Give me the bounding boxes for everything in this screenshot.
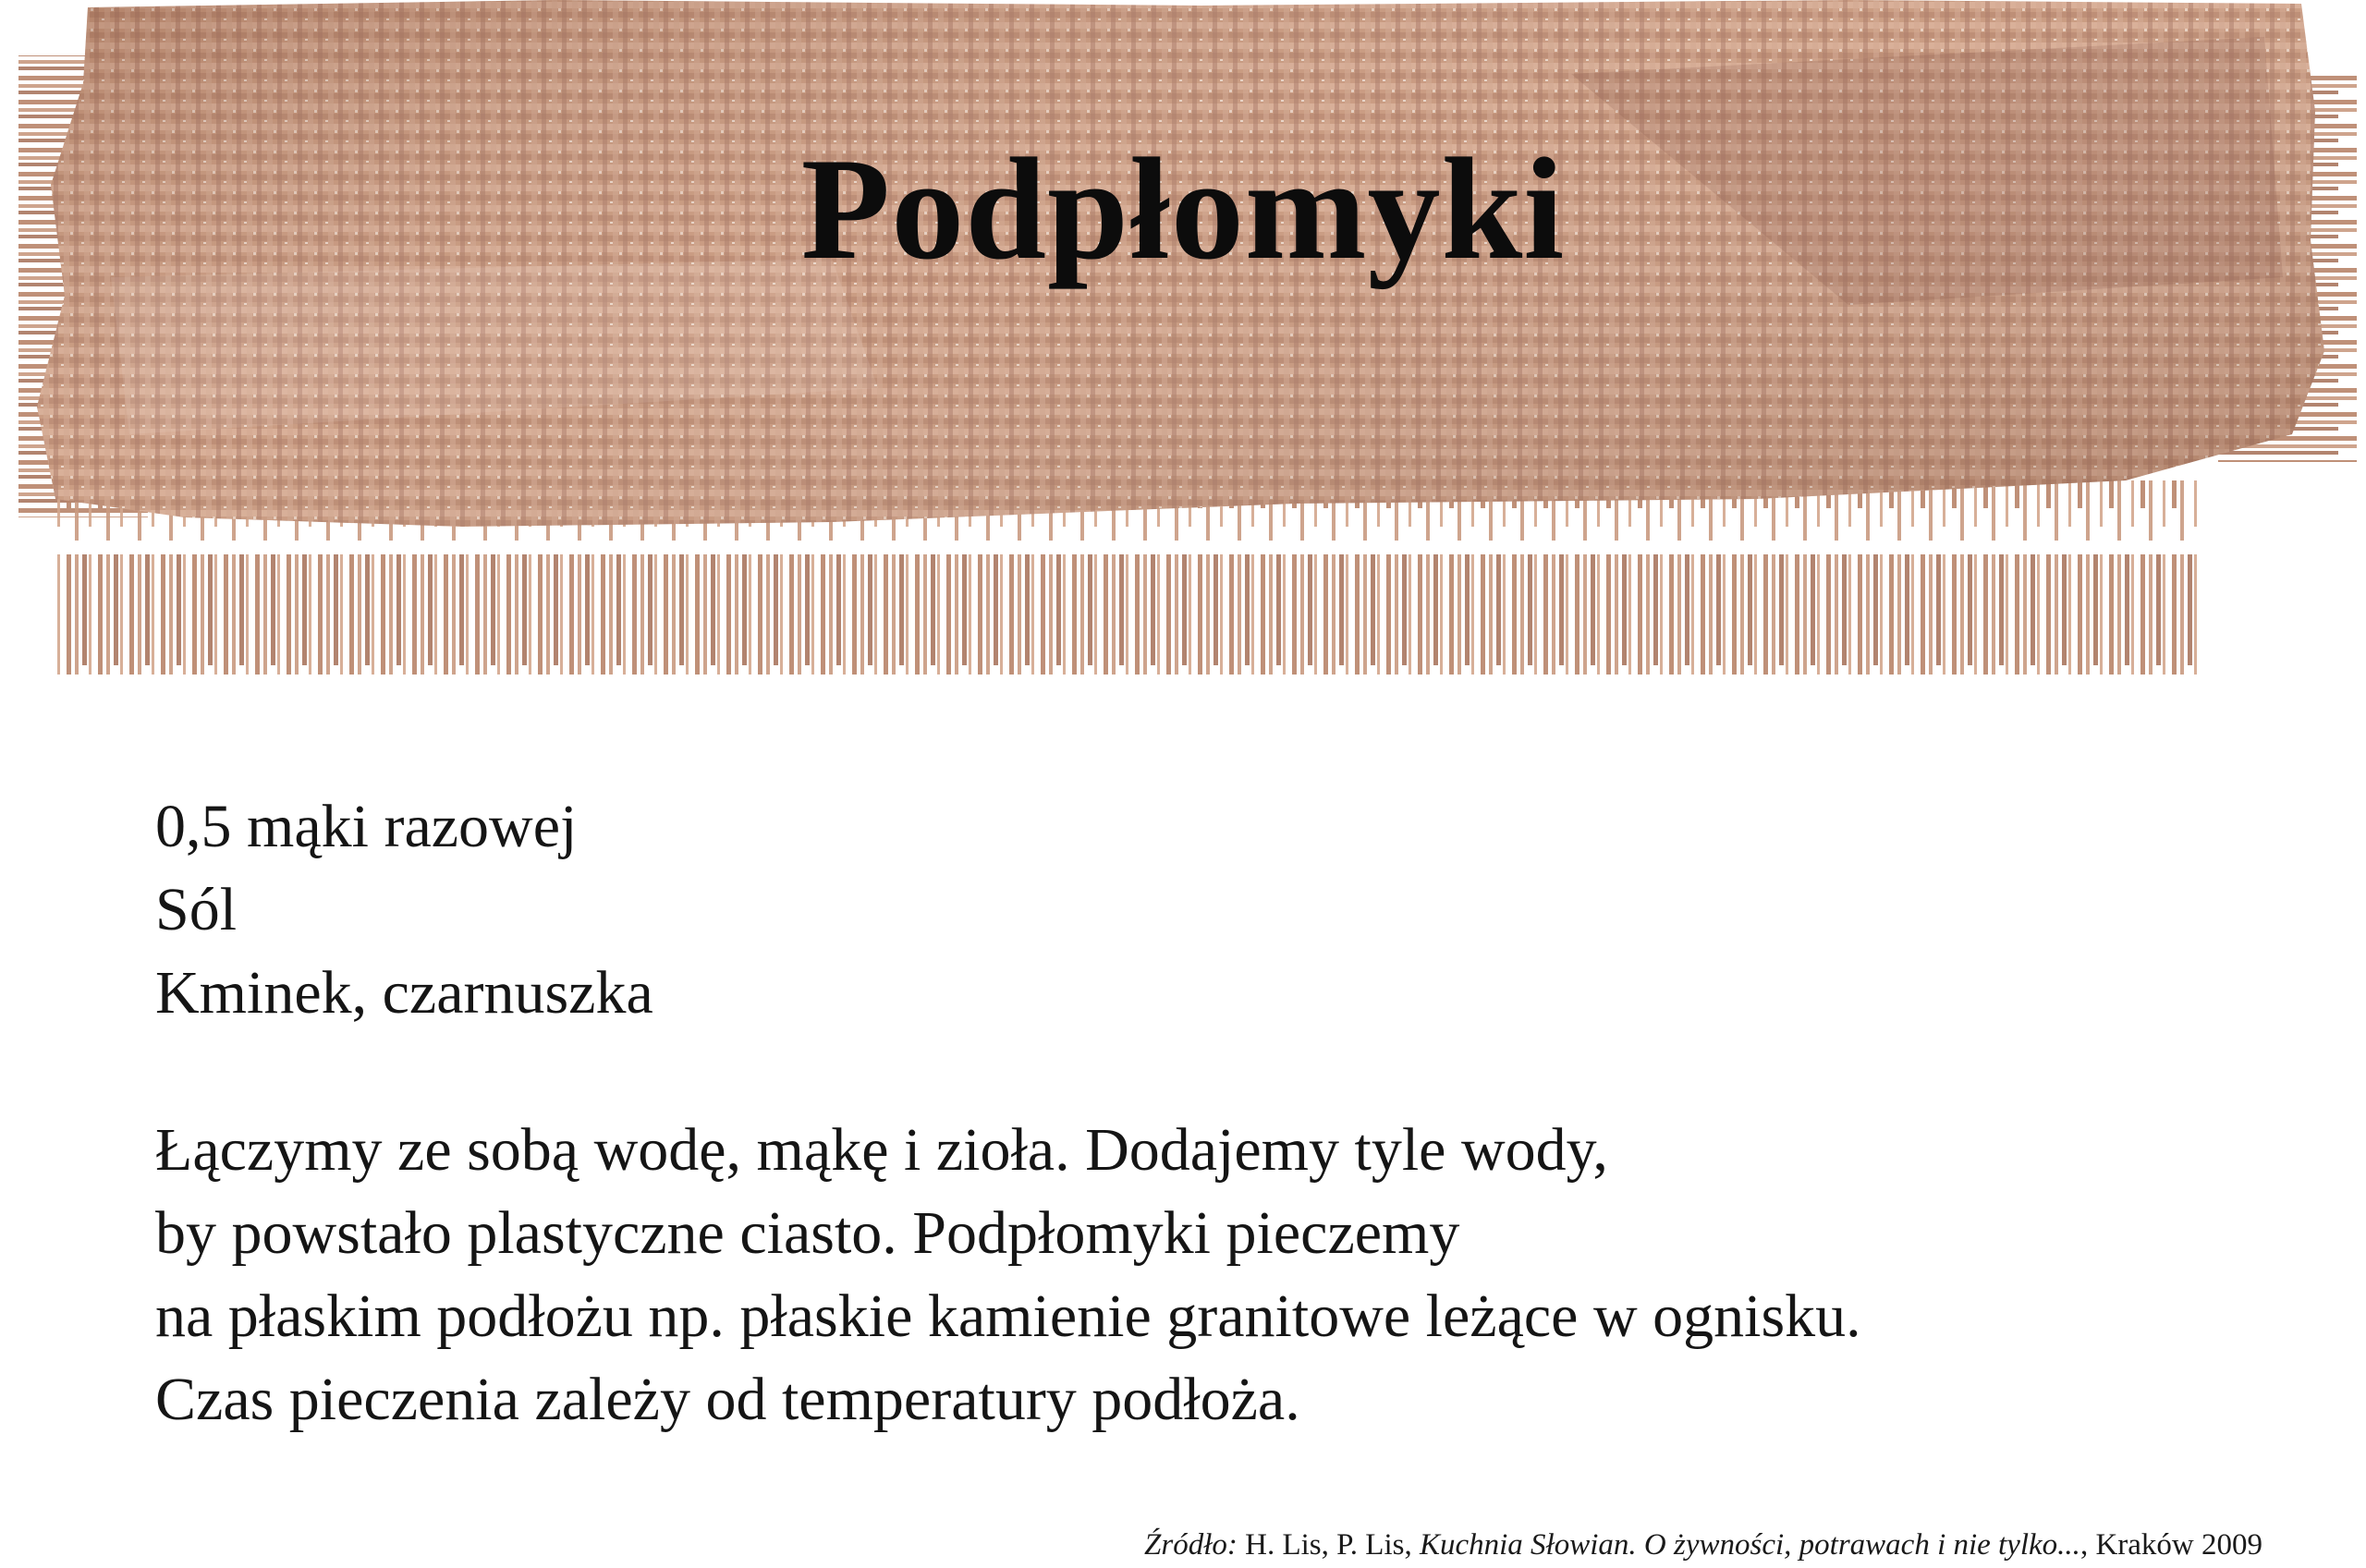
source-citation (1144, 1526, 2262, 1563)
instructions-line: Czas pieczenia zależy od temperatury podłoża. (155, 1366, 1300, 1433)
ingredient-item: Kminek, czarnuszka (155, 959, 653, 1027)
source-book-title: Kuchnia Słowian. O żywności, potrawach i nie tylko... (1419, 1528, 2080, 1562)
burlap-cloth-icon (0, 0, 2366, 702)
ingredient-item: Sól (155, 876, 238, 943)
ingredient-item: 0,5 mąki razowej (155, 793, 578, 860)
source-separator: , (1404, 1528, 1420, 1562)
source-place-year: , Kraków 2009 (2079, 1528, 2262, 1562)
source-label: Źródło: (1144, 1528, 1238, 1562)
burlap-cloth-banner (0, 0, 2366, 702)
instructions-line: by powstało plastyczne ciasto. Podpłomyki pieczemy (155, 1199, 1460, 1267)
instructions-line: na płaskim podłożu np. płaskie kamienie granitowe leżące w ognisku. (155, 1282, 1861, 1350)
source-authors: H. Lis, P. Lis (1237, 1528, 1405, 1562)
instructions-line: Łączymy ze sobą wodę, mąkę i zioła. Dodajemy tyle wody, (155, 1116, 1608, 1184)
recipe-title: Podpłomyki (800, 128, 1566, 290)
ingredients-list (155, 785, 653, 1035)
instructions-paragraph (155, 1109, 1861, 1441)
